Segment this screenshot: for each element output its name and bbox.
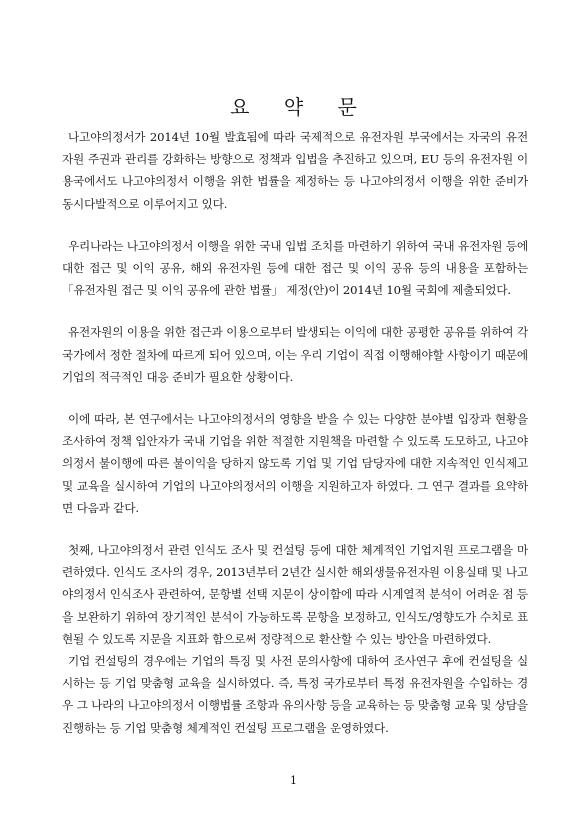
page-number: 1 xyxy=(290,774,297,787)
paragraph-nagoya-protocol-status: 나고야의정서가 2014년 10월 발효됨에 따라 국제적으로 유전자원 부국에서는 자국의 유전자원 주권과 관리를 강화하는 방향으로 정책과 입법을 추진하고 있으며, EU 등의 유전자원 이용국에서도 나고야의정서 이행을 위한 법률을 제정하는 등 나고야의정서 이행을 위한 준비가 동시다발적으로 이루어지고 있다. xyxy=(62,130,528,211)
paragraph-first-result: 첫째, 나고야의정서 관련 인식도 조사 및 컨설팅 등에 대한 체계적인 기업지원 프로그램을 마련하였다. 인식도 조사의 경우, 2013년부터 2년간 실시한 해외생물유전자원 이용실태 및 나고야의정서 인식조사 관련하여, 문항별 선택 지문이 상이함에 따라 시계열적 분석이 어려운 점 등을 보완하기 위하여 장기적인 분석이 가능하도록 문항을 보정하고, 인식도/영향도가 수치로 표현될 수 있도록 지문을 지표화 함으로써 정량적으로 환산할 수 있는 방안을 마련하였다. xyxy=(62,543,528,646)
paragraph-benefit-sharing: 유전자원의 이용을 위한 접근과 이용으로부터 발생되는 이익에 대한 공평한 공유를 위하여 각 국가에서 정한 절차에 따르게 되어 있으며, 이는 우리 기업이 직접 이행해야할 사항이기 때문에 기업의 적극적인 대응 준비가 필요한 상황이다. xyxy=(62,325,528,384)
page-title: 요 약 문 xyxy=(230,95,371,120)
paragraph-research-purpose: 이에 따라, 본 연구에서는 나고야의정서의 영향을 받을 수 있는 다양한 분야별 입장과 현황을 조사하여 정책 입안자가 국내 기업을 위한 적절한 지원책을 마련할 수 있도록 도모하고, 나고야의정서 불이행에 따른 불이익을 당하지 않도록 기업 및 기업 담당자에 대한 지속적인 인식제고 및 교육을 실시하여 기업의 나고야의정서의 이행을 지원하고자 하였다. 그 연구 결과를 요약하면 다음과 같다. xyxy=(62,412,528,515)
summary-body xyxy=(62,126,528,739)
paragraph-consulting: 기업 컨설팅의 경우에는 기업의 특징 및 사전 문의사항에 대하여 조사연구 후에 컨설팅을 실시하는 등 기업 맞춤형 교육을 실시하였다. 즉, 특정 국가로부터 특정 유전자원을 수입하는 경우 그 나라의 나고야의정서 이행법률 조항과 유의사항 등을 교육하는 등 맞춤형 교육 및 상담을 진행하는 등 기업 맞춤형 체계적인 컨설팅 프로그램을 운영하였다. xyxy=(62,654,528,735)
paragraph-domestic-legislation: 우리나라는 나고야의정서 이행을 위한 국내 입법 조치를 마련하기 위하여 국내 유전자원 등에 대한 접근 및 이익 공유, 해외 유전자원 등에 대한 접근 및 이익 공유 등의 내용을 포함하는 「유전자원 접근 및 이익 공유에 관한 법률」 제정(안)이 2014년 10월 국회에 제출되었다. xyxy=(62,238,528,298)
